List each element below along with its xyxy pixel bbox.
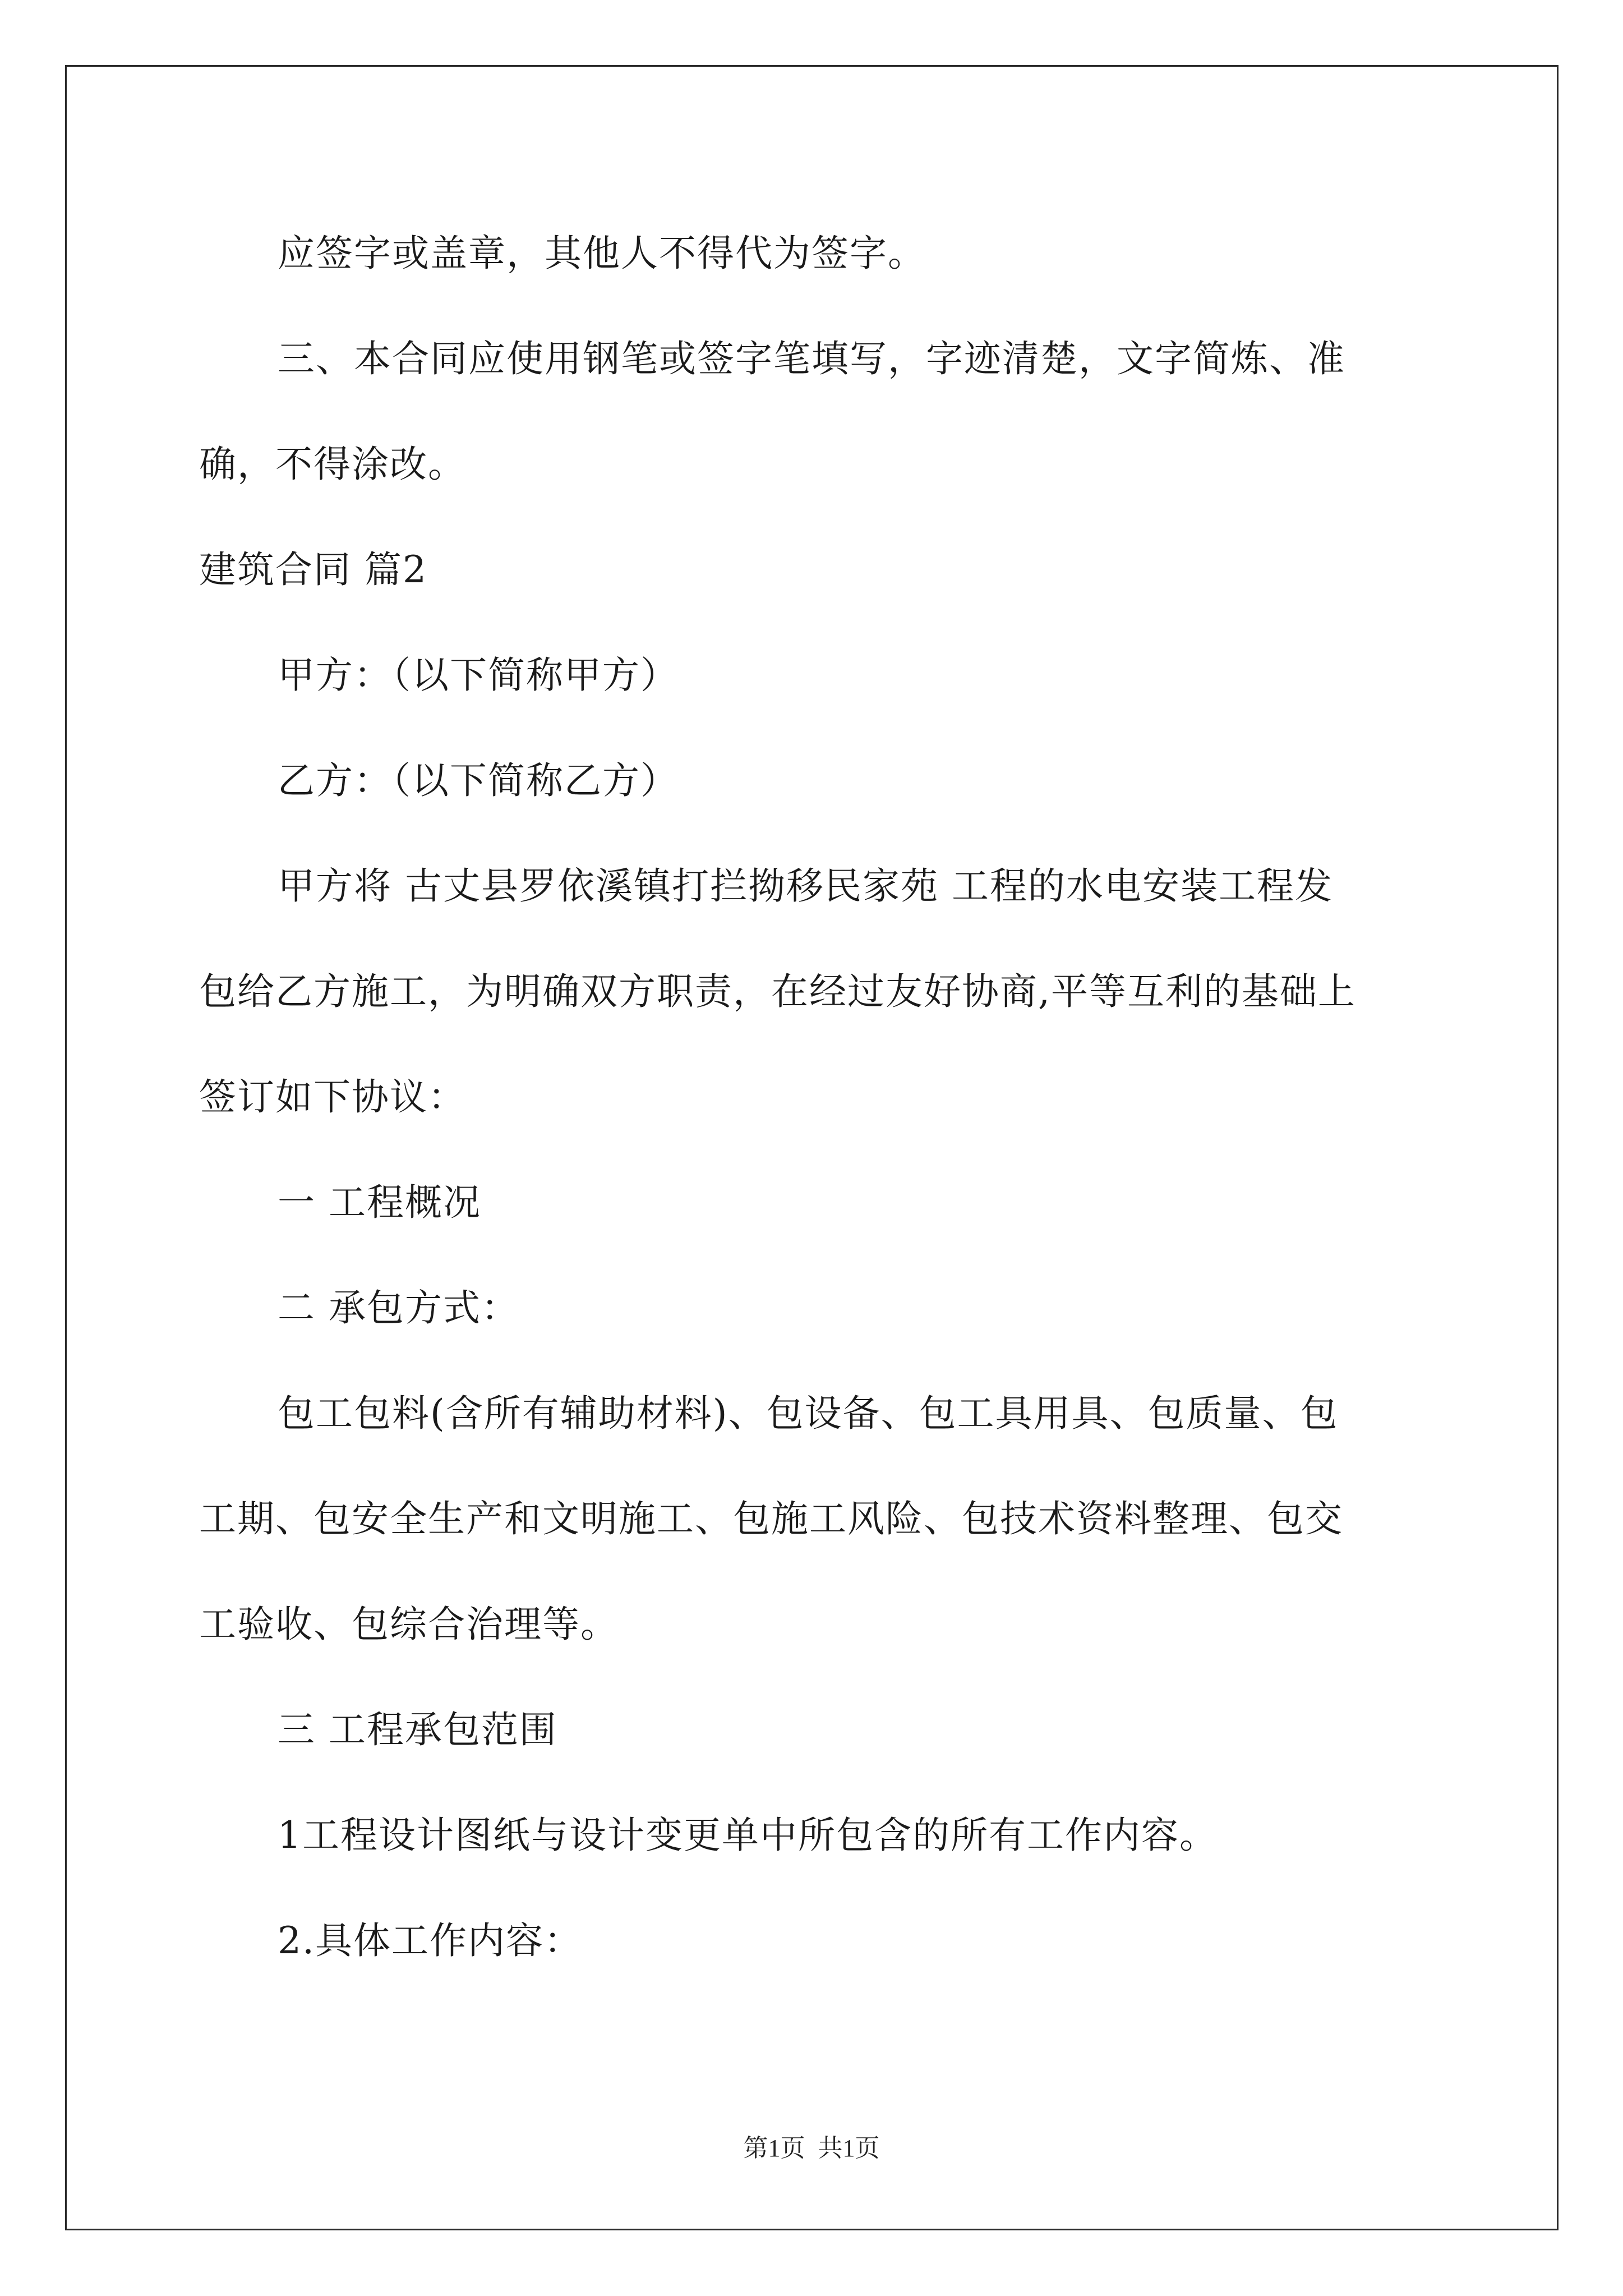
party-b-line: 乙方：（以下简称乙方）	[278, 759, 679, 802]
paragraph-line: 1工程设计图纸与设计变更单中所包含的所有工作内容。	[278, 1814, 1218, 1857]
paragraph-line: 三、本合同应使用钢笔或签字笔填写，字迹清楚，文字简炼、准	[278, 337, 1345, 380]
paragraph-line: 工验收、包综合治理等。	[199, 1603, 619, 1646]
page-border	[65, 65, 1559, 2230]
clause-heading: 一 工程概况	[278, 1181, 481, 1224]
party-a-line: 甲方：（以下简称甲方）	[278, 654, 679, 697]
page-footer	[0, 2132, 1623, 2165]
paragraph-line: 包工包料(含所有辅助材料)、包设备、包工具用具、包质量、包	[278, 1392, 1339, 1435]
paragraph-line: 甲方将 古丈县罗依溪镇打拦拗移民家苑 工程的水电安装工程发	[278, 864, 1333, 908]
page-total: 共1页	[818, 2134, 880, 2162]
clause-heading: 三 工程承包范围	[278, 1708, 557, 1751]
paragraph-line: 应签字或盖章，其他人不得代为签字。	[278, 232, 926, 275]
paragraph-line: 2.具体工作内容：	[278, 1919, 582, 1962]
paragraph-line: 工期、包安全生产和文明施工、包施工风险、包技术资料整理、包交	[199, 1497, 1343, 1540]
paragraph-line: 签订如下协议：	[199, 1075, 466, 1119]
paragraph-line: 包给乙方施工，为明确双方职责，在经过友好协商,平等互利的基础上	[199, 970, 1356, 1013]
clause-heading: 二 承包方式：	[278, 1286, 519, 1329]
paragraph-line: 确，不得涂改。	[199, 443, 466, 486]
page-number: 第1页	[743, 2134, 805, 2162]
section-heading: 建筑合同 篇2	[199, 548, 427, 591]
